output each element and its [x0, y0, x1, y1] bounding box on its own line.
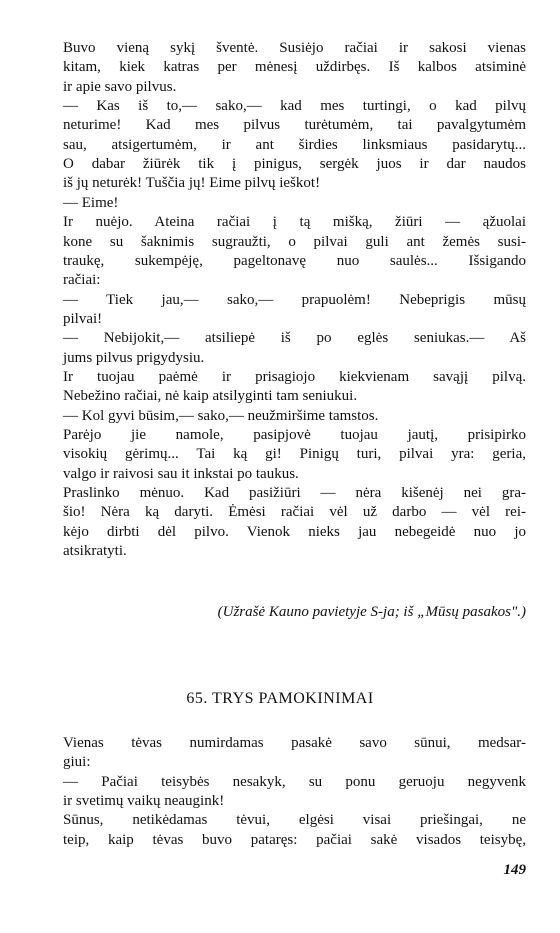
next-story-line-5: Sūnus, netikėdamas tėvui, elgėsi visai priešingai, ne [63, 812, 526, 829]
story-end-line-6: sau, atsigertumėm, ir ant širdies linksmiaus pasidarytų... [63, 136, 526, 153]
story-end-line-15: pilvai! [63, 310, 103, 327]
story-end-line-25: šio! Nėra ką daryti. Ėmėsi račiai vėl už darbo — vėl rei- [63, 504, 526, 521]
story-end-line-13: račiai: [63, 272, 101, 289]
source-note: (Užrašė Kauno pavietyje S-ja; iš „Mūsų pasakos".) [217, 604, 526, 620]
story-end-line-2: kitam, kiek katras per mėnesį uždirbęs. Iš kalbos atsiminė [63, 59, 526, 76]
story-end-line-8: iš jų neturėk! Tuščia jų! Eime pilvų ieškot! [63, 175, 321, 192]
story-end-line-22: visokių gėrimų... Tai ką gi! Pinigų turi, pilvai yra: geria, [63, 446, 526, 463]
story-end-line-12: traukę, sukempėję, pageltonavę nuo saulės... Išsigando [63, 252, 526, 269]
story-end-line-14: — Tiek jau,— sako,— prapuolėm! Nebeprigis mūsų [63, 291, 526, 308]
story-end-line-23: valgo ir raivosi sau it inkstai po taukus. [63, 465, 299, 482]
page-number: 149 [503, 862, 526, 878]
story-end-line-3: ir apie savo pilvus. [63, 78, 177, 95]
story-end-line-20: — Kol gyvi būsim,— sako,— neužmiršime tamstos. [63, 407, 379, 424]
story-end-line-24: Praslinko mėnuo. Kad pasižiūri — nėra kišenėj nei gra- [63, 485, 526, 502]
section-heading: 65. TRYS PAMOKINIMAI [186, 690, 374, 707]
story-end-line-5: neturime! Kad mes pilvus turėtumėm, tai pavalgytumėm [63, 117, 526, 134]
story-end-line-9: — Eime! [63, 194, 119, 211]
story-end-line-21: Parėjo jie namole, pasipjovė tuojau jautį, prisipirko [63, 427, 526, 443]
next-story-line-1: Vienas tėvas numirdamas pasakė savo sūnui, medsar- [63, 735, 526, 751]
story-end-line-27: atsikratyti. [63, 543, 127, 560]
story-end-line-11: kone su šaknimis sugraužti, o pilvai guli ant žemės susi- [63, 233, 526, 250]
next-story-line-3: — Pačiai teisybės nesakyk, su ponu geruoju negyvenk [63, 773, 526, 790]
next-story-line-2: giui: [63, 754, 91, 771]
story-end-line-18: Ir tuojau paėmė ir prisagiojo kiekvienam savąjį pilvą. [63, 368, 526, 385]
story-end-line-26: kėjo dirbti dėl pilvo. Vienok nieks jau nebegeidė nuo jo [63, 523, 526, 540]
story-end-line-10: Ir nuėjo. Ateina račiai į tą mišką, žiūri — ąžuolai [63, 214, 526, 231]
story-end-line-16: — Nebijokit,— atsiliepė iš po eglės seniukas.— Aš [63, 330, 526, 347]
story-end-line-19: Nebežino račiai, nė kaip atsilyginti tam seniukui. [63, 388, 358, 405]
story-end-line-17: jums pilvus prigydysiu. [63, 349, 205, 366]
story-end-line-1: Buvo vieną sykį šventė. Susiėjo račiai ir sakosi vienas [63, 40, 526, 56]
next-story-line-4: ir svetimų vaikų neaugink! [63, 792, 225, 809]
next-story-line-6: teip, kaip tėvas buvo pataręs: pačiai sakė visados teisybę, [63, 831, 526, 848]
story-end-line-4: — Kas iš to,— sako,— kad mes turtingi, o kad pilvų [63, 98, 526, 115]
story-end-line-7: O dabar žiūrėk tik į pinigus, sergėk juos ir dar naudos [63, 156, 526, 173]
